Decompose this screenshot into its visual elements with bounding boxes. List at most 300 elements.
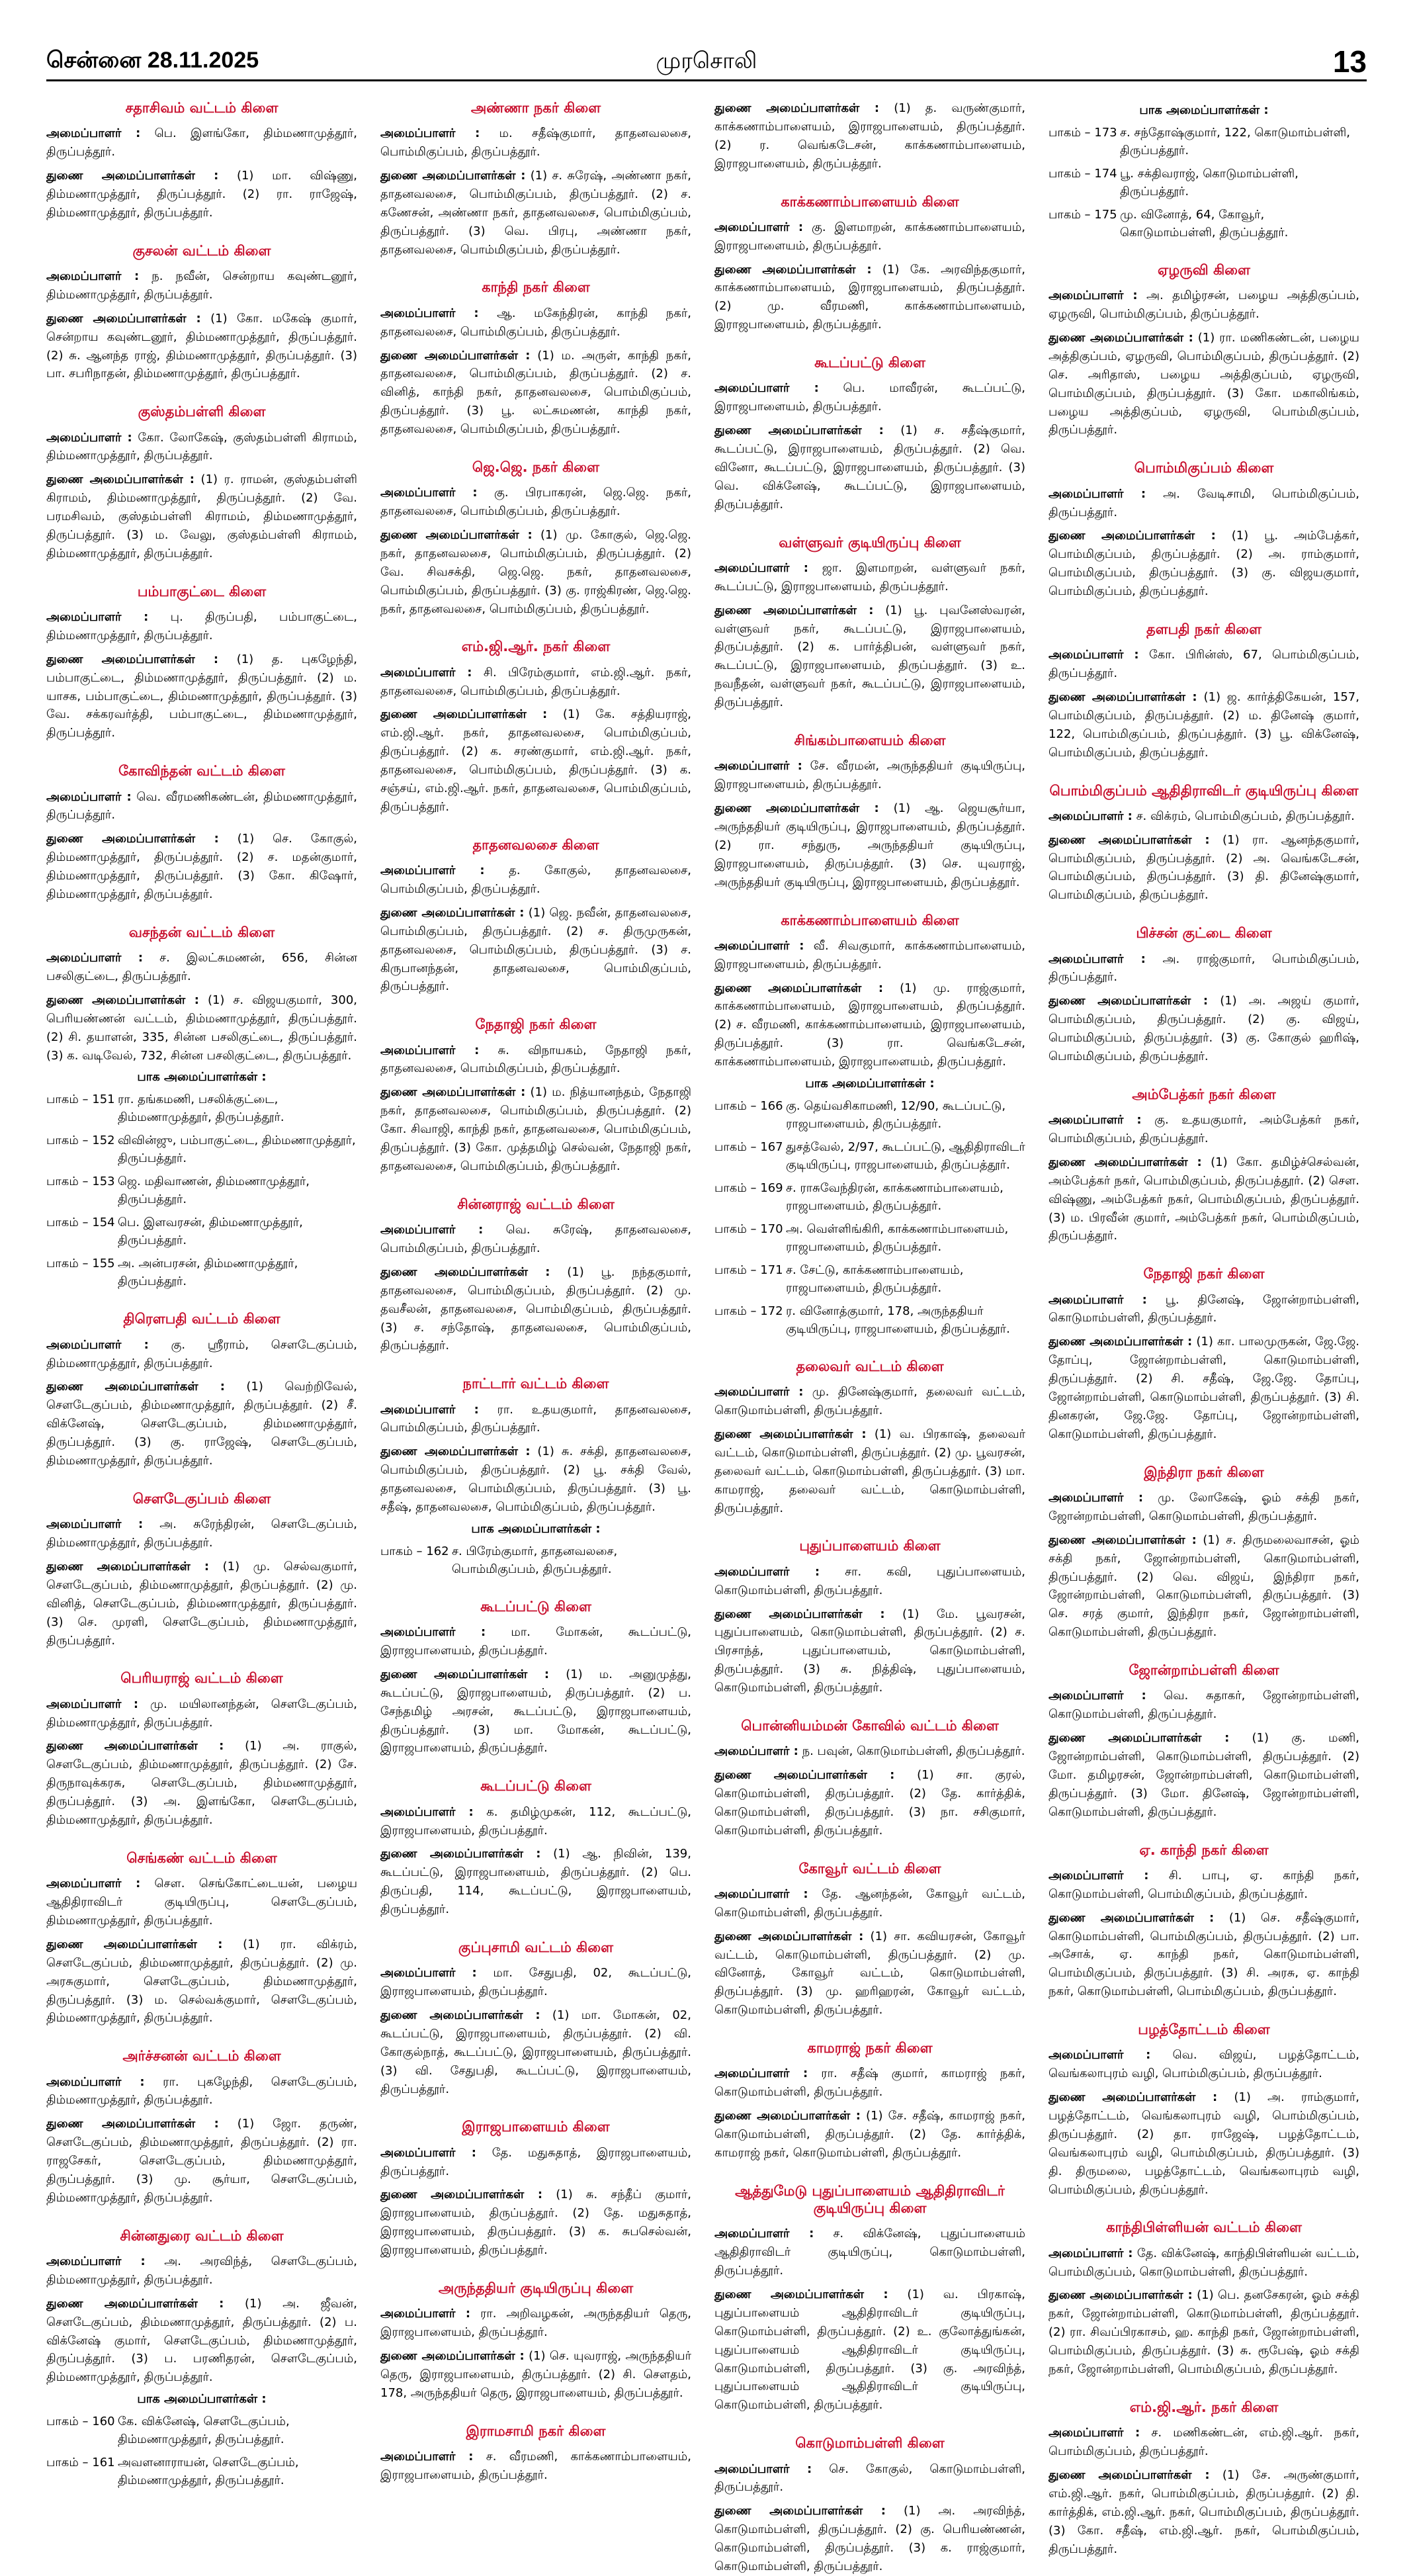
deputy-organizers-names: (1) த. புகழேந்தி, பம்பாகுட்டை, திம்மணாமுத்தூர், திருப்பத்தூர். (2) ம. யாசக, பம்பாகுட்டை, திம்மணாமுத்தூர், திருப்பத்தூர். (3) வே. சக்கரவர்த்தி, பம்பாகுட்டை, திம்மணாமுத்தூர், திருப்பத்தூர்.: [46, 652, 357, 740]
organizer-name: ச. மணிகண்டன், எம்.ஜி.ஆர். நகர், பொம்மிகுப்பம், திருப்பத்தூர்.: [1049, 2426, 1359, 2459]
branch-section: [380, 638, 691, 816]
deputy-organizers-names: (1) சே. அருண்குமார், எம்.ஜி.ஆர். நகர், பொம்மிகுப்பம், திருப்பத்தூர். (2) தி. கார்த்திக், எம்.ஜி.ஆர். நகர், பொம்மிகுப்பம், திருப்பத்தூர். (3) கோ. சதீஷ், எம்.ஜி.ஆர். நகர், பொம்மிகுப்பம், திருப்பத்தூர்.: [1049, 2467, 1359, 2556]
branch-title: காந்திபிள்ளியன் வட்டம் கிளை: [1106, 2219, 1302, 2236]
organizer-entry: [380, 862, 691, 899]
deputy-organizers-entry: [714, 799, 1025, 891]
branch-section: [1049, 621, 1359, 762]
organizer-name: வெ. விஜய், பழத்தோட்டம், வெங்கலாபுரம் வழி, பொம்மிகுப்பம், திருப்பத்தூர்.: [1049, 2048, 1360, 2081]
deputy-organizers-names: (1) அ. அஜய் குமார், பொம்மிகுப்பம், திருப்பத்தூர். (2) கு. விஜய், பொம்மிகுப்பம், திருப்பத்தூர். (3) கு. கோகுல் ஹரிஷ், பொம்மிகுப்பம், திருப்பத்தூர்.: [1049, 994, 1359, 1063]
booth-organizers-heading: பாக அமைப்பாளர்கள் :: [805, 1076, 935, 1090]
deputy-organizers-label: துணை அமைப்பாளர்கள் :: [714, 1607, 885, 1621]
booth-organizer-name: துசத்வேல், 2/97, கூடப்பட்டு, ஆதிதிராவிடர் குடியிருப்பு, ராஜபாளையம், திருப்பத்தூர்.: [786, 1139, 1025, 1172]
organizer-name: அ. ராஜ்குமார், பொம்மிகுப்பம், திருப்பத்தூர்.: [1049, 952, 1359, 985]
deputy-organizers-names: (1) சே. சதீஷ், காமராஜ் நகர், கொடுமாம்பள்ளி, திருப்பத்தூர். (2) தே. கார்த்திக், காமராஜ் நகர், கொடுமாம்பள்ளி, திருப்பத்தூர்.: [714, 2109, 1025, 2160]
deputy-organizers-label: துணை அமைப்பாளர்கள் :: [1049, 1532, 1197, 1547]
booth-organizers-heading: பாக அமைப்பாளர்கள் :: [471, 1521, 601, 1536]
branch-title: கூடப்பட்டு கிளை: [480, 1598, 591, 1615]
newspaper-name: முரசொலி: [656, 48, 757, 74]
column-3: [714, 99, 1026, 2573]
organizer-entry: [380, 664, 691, 701]
branch-section: [46, 2227, 357, 2489]
organizer-name: கு. ஸ்ரீராம், செளடேகுப்பம், திம்மணாமுத்தூர், திருப்பத்தூர்.: [46, 1337, 357, 1370]
deputy-organizers-label: துணை அமைப்பாளர்கள் :: [46, 311, 201, 326]
branch-title: புதுப்பாளையம் கிளை: [799, 1538, 941, 1554]
page-header: [46, 0, 1367, 78]
branch-section: [380, 1598, 691, 1757]
deputy-organizers-names: (1) அ. ராம்குமார், பழத்தோட்டம், வெங்கலாபுரம் வழி, பொம்மிகுப்பம், திருப்பத்தூர். (2) தா. ராஜேஷ், பழத்தோட்டம், வெங்கலாபுரம் வழி, பொம்மிகுப்பம், திருப்பத்தூர். (3) தி. திருமலை, பழத்தோட்டம், வெங்கலாபுரம் வழி, பொம்மிகுப்பம், திருப்பத்தூர்.: [1049, 2090, 1359, 2197]
booth-organizer-row: [46, 2454, 357, 2489]
deputy-organizers-label: துணை அமைப்பாளர்கள் :: [46, 169, 219, 183]
organizer-label: அமைப்பாளர் :: [380, 2449, 474, 2464]
deputy-organizers-label: துணை அமைப்பாளர்கள் :: [714, 1929, 864, 1943]
branch-title: அர்ச்சனன் வட்டம் கிளை: [122, 2048, 281, 2065]
deputy-organizers-entry: [1049, 1333, 1359, 1443]
organizer-name: அ. தமிழ்ரசன், பழைய அத்திகுப்பம், ஏழருவி, பொம்மிகுப்பம், திருப்பத்தூர்.: [1049, 289, 1360, 322]
branch-section: [46, 2047, 357, 2207]
branch-section: [1049, 261, 1359, 439]
organizer-name: மு. லோகேஷ், ஓம் சக்தி நகர், ஜோன்றாம்பள்ளி, கொடுமாம்பள்ளி, திருப்பத்தூர்.: [1049, 1490, 1359, 1523]
organizer-entry: [1049, 646, 1359, 683]
organizer-entry: [46, 124, 357, 161]
booth-organizer-row: [714, 1179, 1025, 1215]
organizer-name: சே. வீரமன், அருந்ததியர் குடியிருப்பு, இராஜபாளையம், திருப்பத்தூர்.: [714, 759, 1026, 792]
booth-organizer-name: ரா. தங்கமணி, பசலிக்குட்டை, திம்மணாமுத்தூர், திருப்பத்தூர்.: [118, 1092, 284, 1125]
deputy-organizers-label: துணை அமைப்பாளர்கள் :: [380, 1265, 550, 1279]
branch-title: பொம்மிகுப்பம் ஆதிதிராவிடர் குடியிருப்பு கிளை: [1049, 782, 1359, 799]
deputy-organizers-entry: [46, 310, 357, 384]
booth-number: பாகம் – 172: [714, 1304, 783, 1318]
booth-organizer-name: அ. அன்பரசன், திம்மணாமுத்தூர், திருப்பத்தூர்.: [118, 1257, 298, 1289]
deputy-organizers-entry: [46, 2295, 357, 2387]
booth-organizer-name: ச. சேட்டு, காக்கணாம்பாளையம், ராஜபாளையம், திருப்பத்தூர்.: [786, 1263, 964, 1295]
branch-section: [714, 732, 1025, 891]
organizer-entry: [46, 429, 357, 466]
deputy-organizers-names: (1) கோ. மகேஷ் குமார், சென்றாய கவுண்டனூர், திம்மணாமுத்தூர், திருப்பத்தூர். (2) சு. ஆனந்த ராஜ், திம்மணாமுத்தூர், திருப்பத்தூர். (3) பா. சபரிநாதன், திம்மணாமுத்தூர், திருப்பத்தூர்.: [46, 311, 357, 381]
deputy-organizers-label: துணை அமைப்பாளர்கள் :: [380, 348, 531, 363]
organizer-label: அமைப்பாளர் :: [714, 1744, 798, 1759]
booth-organizer-row: [46, 1173, 357, 1208]
booth-organizer-name: அ. வெள்ளிங்கிரி, காக்கணாம்பாளையம், ராஜபாளையம், திருப்பத்தூர்.: [786, 1221, 1009, 1254]
organizer-label: அமைப்பாளர் :: [380, 126, 480, 141]
organizer-entry: [46, 949, 357, 986]
deputy-organizers-label: துணை அமைப்பாளர்கள் :: [46, 652, 219, 666]
booth-organizer-name: ர. வினோத்குமார், 178, அருந்ததியர் குடியிருப்பு, ராஜபாளையம், திருப்பத்தூர்.: [786, 1304, 1010, 1336]
organizer-name: மு. மயிலானந்தன், செளடேகுப்பம், திம்மணாமுத்தூர், திருப்பத்தூர்.: [46, 1697, 357, 1730]
booth-number: பாகம் – 153: [46, 1175, 115, 1189]
deputy-organizers-names: (1) ரா. விக்ரம், செளடேகுப்பம், திம்மணாமுத்தூர், திருப்பத்தூர். (2) மு. அரசுகுமார், செளடேகுப்பம், திம்மணாமுத்தூர், திருப்பத்தூர். (3) ம. செல்வக்குமார், செளடேகுப்பம், திம்மணாமுத்தூர், திருப்பத்தூர்.: [46, 1937, 357, 2025]
booth-organizer-row: [1049, 165, 1359, 200]
organizer-name: தே. மதுசுதாத், இராஜபாளையம், திருப்பத்தூர்.: [380, 2145, 691, 2178]
deputy-organizers-names: (1) அ. ராகுல், செளடேகுப்பம், திம்மணாமுத்தூர், திருப்பத்தூர். (2) சே. திருநாவுக்கரசு, செளடேகுப்பம், திம்மணாமுத்தூர், திருப்பத்தூர். (3) அ. இளங்கோ, செளடேகுப்பம், திம்மணாமுத்தூர், திருப்பத்தூர்.: [46, 1739, 357, 1828]
organizer-name: பெ. மாவீரன், கூடப்பட்டு, இராஜபாளையம், திருப்பத்தூர்.: [714, 381, 1025, 414]
organizer-label: அமைப்பாளர் :: [46, 789, 132, 804]
booth-organizer-row: [714, 1261, 1025, 1297]
branch-title: நேதாஜி நகர் கிளை: [475, 1016, 597, 1033]
organizer-entry: [380, 2144, 691, 2181]
deputy-organizers-names: (1) பூ. அம்பேத்கர், பொம்மிகுப்பம், திருப்பத்தூர். (2) அ. ராம்குமார், பொம்மிகுப்பம், திருப்பத்தூர். (3) கு. விஜயகுமார், பொம்மிகுப்பம், திருப்பத்தூர்.: [1049, 529, 1359, 599]
organizer-label: அமைப்பாளர் :: [46, 430, 132, 445]
branch-section: [380, 459, 691, 618]
deputy-organizers-entry: [46, 2115, 357, 2207]
organizer-entry: [1049, 287, 1359, 324]
booth-number: பாகம் – 166: [714, 1098, 783, 1113]
branch-title: காக்கணாம்பாளையம் கிளை: [781, 912, 959, 928]
organizer-label: அமைப்பாளர் :: [46, 951, 144, 965]
branch-title: இந்திரா நகர் கிளை: [1144, 1464, 1264, 1480]
branch-title: காமராஜ் நகர் கிளை: [807, 2040, 933, 2057]
organizer-label: அமைப்பாளர் :: [46, 126, 141, 141]
deputy-organizers-label: துணை அமைப்பாளர்கள் :: [380, 1667, 550, 1681]
booth-organizer-name: பெ. இளவரசன், திம்மணாமுத்தூர், திருப்பத்தூர்.: [118, 1216, 303, 1248]
organizer-label: அமைப்பாளர் :: [46, 1697, 139, 1711]
deputy-organizers-label: துணை அமைப்பாளர்கள் :: [714, 1427, 867, 1442]
deputy-organizers-entry: [380, 347, 691, 439]
deputy-organizers-entry: [1049, 2088, 1359, 2199]
branch-section: [1049, 1662, 1359, 1821]
deputy-organizers-names: (1) மு. ராஜ்குமார், காக்கணாம்பாளையம், இராஜபாளையம், திருப்பத்தூர். (2) ச. வீரமணி, காக்கணாம்பாளையம், இராஜபாளையம், திருப்பத்தூர். (3) ரா. வெங்கடேசன், காக்கணாம்பாளையம், இராஜபாளையம், திருப்பத்தூர்.: [714, 981, 1025, 1069]
booth-organizer-name: கே. விக்னேஷ், செளடேகுப்பம், திம்மணாமுத்தூர், திருப்பத்தூர்.: [118, 2415, 290, 2447]
booth-number: பாகம் – 161: [46, 2456, 115, 2470]
organizer-label: அமைப்பாளர் :: [380, 1402, 479, 1417]
branch-section: [1049, 1464, 1359, 1642]
booth-number: பாகம் – 173: [1049, 126, 1117, 140]
deputy-organizers-label: துணை அமைப்பாளர்கள் :: [46, 2296, 224, 2311]
deputy-organizers-entry: [46, 991, 357, 1065]
organizer-name: செ. கோகுல், கொடுமாம்பள்ளி, திருப்பத்தூர்.: [714, 2462, 1025, 2495]
organizer-entry: [380, 1623, 691, 1660]
deputy-organizers-entry: [1049, 527, 1359, 601]
branch-section: [714, 2182, 1025, 2415]
deputy-organizers-entry: [1049, 1909, 1359, 2001]
deputy-organizers-names: (1) சு. சந்தீப் குமார், இராஜபாளையம், திருப்பத்தூர். (2) தே. மதுசுதாத், இராஜபாளையம், திருப்பத்தூர். (3) க. சுபசெல்வன், இராஜபாளையம், திருப்பத்தூர்.: [380, 2188, 691, 2258]
organizer-name: கோ. பிரின்ஸ், 67, பொம்மிகுப்பம், திருப்பத்தூர்.: [1049, 648, 1359, 681]
deputy-organizers-names: (1) பெ. தனசேகரன், ஓம் சக்தி நகர், ஜோன்றாம்பள்ளி, கொடுமாம்பள்ளி, திருப்பத்தூர். (2) ரா. சிவப்பிரகாசம், ஹ. காந்தி நகர், ஜோன்றாம்பள்ளி, பொம்மிகுப்பம், திருப்பத்தூர். (3) சு. ரூபேஷ், ஓம் சக்தி நகர், ஜோன்றாம்பள்ளி, பொம்மிகுப்பம், திருப்பத்தூர்.: [1049, 2288, 1359, 2377]
branch-title: ஏழருவி கிளை: [1158, 262, 1250, 278]
branch-title: எம்.ஜி.ஆர். நகர் கிளை: [461, 639, 611, 655]
deputy-organizers-names: (1) ச. சதீஷ்குமார், கூடப்பட்டு, இராஜபாளையம், திருப்பத்தூர். (2) வெ. வினோ, கூடப்பட்டு, இராஜபாளையம், திருப்பத்தூர். (3) வெ. விக்னேஷ், கூடப்பட்டு, இராஜபாளையம், திருப்பத்தூர்.: [714, 423, 1025, 511]
organizer-label: அமைப்பாளர் :: [1049, 809, 1133, 823]
branch-section: [1049, 924, 1359, 1066]
booth-organizer-name: பூ. சக்திவராஜ், கொடுமாம்பள்ளி, திருப்பத்தூர்.: [1120, 167, 1299, 199]
organizer-label: அமைப்பாளர் :: [1049, 1868, 1149, 1883]
branch-section: [714, 912, 1025, 1338]
organizer-label: அமைப்பாளர் :: [380, 486, 478, 500]
deputy-organizers-names: (1) வெற்றிவேல், செளடேகுப்பம், திம்மணாமுத்தூர், திருப்பத்தூர். (2) சீ. விக்னேஷ், செளடேகுப்பம், திம்மணாமுத்தூர், திருப்பத்தூர். (3) கு. ராஜேஷ், செளடேகுப்பம், திம்மணாமுத்தூர், திருப்பத்தூர்.: [46, 1380, 357, 1468]
organizer-entry: [714, 218, 1025, 255]
organizer-name: சி. பிரேம்குமார், எம்.ஜி.ஆர். நகர், தாதனவலசை, பொம்மிகுப்பம், திருப்பத்தூர்.: [380, 665, 691, 698]
column-1: [46, 99, 357, 2488]
branch-section: [46, 924, 357, 1291]
branch-title: காக்கணாம்பாளையம் கிளை: [781, 193, 959, 210]
branch-section: [1049, 103, 1359, 242]
branch-section: [380, 99, 691, 259]
organizer-label: அமைப்பாளர் :: [380, 1966, 477, 1980]
booth-organizer-row: [46, 2413, 357, 2448]
deputy-organizers-names: (1) பூ. நந்தகுமார், தாதனவலசை, பொம்மிகுப்பம், திருப்பத்தூர். (2) மு. தவசீலன், தாதனவலசை, பொம்மிகுப்பம், திருப்பத்தூர். (3) ச. சந்தோஷ், தாதனவலசை, பொம்மிகுப்பம், திருப்பத்தூர்.: [380, 1265, 691, 1353]
deputy-organizers-names: (1) ஆ. ஜெயசூர்யா, அருந்ததியர் குடியிருப்பு, இராஜபாளையம், திருப்பத்தூர். (2) ரா. சந்துரு, அருந்ததியர் குடியிருப்பு, இராஜபாளையம், திருப்பத்தூர். (3) செ. யுவராஜ், அருந்ததியர் குடியிருப்பு, இராஜபாளையம், திருப்பத்தூர்.: [714, 801, 1025, 889]
organizer-label: அமைப்பாளர் :: [714, 1385, 804, 1399]
branch-title: கோவூர் வட்டம் கிளை: [798, 1860, 941, 1877]
deputy-organizers-label: துணை அமைப்பாளர்கள் :: [380, 1085, 526, 1100]
deputy-organizers-label: துணை அமைப்பாளர்கள் :: [46, 2117, 219, 2131]
booth-organizer-name: அவளனாராயன், செளடேகுப்பம், திம்மணாமுத்தூர், திருப்பத்தூர்.: [118, 2456, 299, 2488]
organizer-label: அமைப்பாளர் :: [380, 864, 485, 878]
deputy-organizers-label: துணை அமைப்பாளர்கள் :: [714, 262, 872, 277]
organizer-name: ரா. புகழேந்தி, செளடேகுப்பம், திம்மணாமுத்தூர், திருப்பத்தூர்.: [46, 2074, 357, 2108]
organizer-name: மா. சேதுபதி, 02, கூடப்பட்டு, இராஜபாளையம், திருப்பத்தூர்.: [380, 1966, 691, 1999]
organizer-label: அமைப்பாளர் :: [46, 610, 149, 625]
organizer-name: தே. ஆனந்தன், கோவூர் வட்டம், கொடுமாம்பள்ளி, திருப்பத்தூர்.: [714, 1887, 1025, 1920]
deputy-organizers-names: (1) மு. செல்வகுமார், செளடேகுப்பம், திம்மணாமுத்தூர், திருப்பத்தூர். (2) மு. வினித், செளடேகுப்பம், திம்மணாமுத்தூர், திருப்பத்தூர். (3) செ. முரளி, செளடேகுப்பம், திம்மணாமுத்தூர், திருப்பத்தூர்.: [46, 1559, 357, 1648]
organizer-label: அமைப்பாளர் :: [46, 1517, 144, 1532]
branch-section: [380, 2422, 691, 2485]
branch-title: கோவிந்தன் வட்டம் கிளை: [118, 763, 285, 779]
deputy-organizers-label: துணை அமைப்பாளர்கள் :: [1049, 1335, 1193, 1349]
branch-title: குசலன் வட்டம் கிளை: [132, 242, 271, 259]
branch-section: [714, 193, 1025, 335]
organizer-entry: [1049, 2244, 1359, 2282]
deputy-organizers-label: துணை அமைப்பாளர்கள் :: [46, 1380, 225, 1394]
organizer-name: ச. விக்னேஷ், புதுப்பாளையம் ஆதிதிராவிடர் குடியிருப்பு, கொடுமாம்பள்ளி, திருப்பத்தூர்.: [714, 2227, 1025, 2278]
organizer-name: ந. நவீன், சென்றாய கவுண்டனூர், திம்மணாமுத்தூர், திருப்பத்தூர்.: [46, 269, 357, 302]
header-rule: [46, 79, 1367, 81]
branch-section: [380, 1777, 691, 1919]
organizer-label: அமைப்பாளர் :: [1049, 1490, 1144, 1505]
organizer-label: அமைப்பாளர் :: [714, 1564, 820, 1579]
deputy-organizers-label: துணை அமைப்பாளர்கள் :: [714, 981, 884, 995]
organizer-entry: [46, 1336, 357, 1373]
branch-title: திரௌபதி வட்டம் கிளை: [123, 1311, 280, 1327]
deputy-organizers-entry: [714, 99, 1025, 173]
booth-number: பாகம் – 160: [46, 2415, 115, 2429]
organizer-entry: [380, 2448, 691, 2485]
deputy-organizers-names: (1) அ. அரவிந்த், கொடுமாம்பள்ளி, திருப்பத்தூர். (2) கு. பெரியண்ணன், கொடுமாம்பள்ளி, திருப்பத்தூர். (3) க. ராஜ்குமார், கொடுமாம்பள்ளி, திருப்பத்தூர்.: [714, 2504, 1025, 2573]
deputy-organizers-names: (1) செ. சதீஷ்குமார், கொடுமாம்பள்ளி, பொம்மிகுப்பம், திருப்பத்தூர். (2) பா. அசோக், ஏ. காந்தி நகர், கொடுமாம்பள்ளி, பொம்மிகுப்பம், திருப்பத்தூர். (3) சி. அரசு, ஏ. காந்தி நகர், கொடுமாம்பள்ளி, பொம்மிகுப்பம், திருப்பத்தூர்.: [1049, 1910, 1359, 1999]
branch-section: [46, 1849, 357, 2027]
organizer-name: வெ. வீரமணிகண்டன், திம்மணாமுத்தூர், திருப்பத்தூர்.: [46, 789, 357, 822]
branch-section: [46, 583, 357, 742]
organizer-label: அமைப்பாளர் :: [1049, 486, 1146, 501]
deputy-organizers-entry: [1049, 1729, 1359, 1821]
organizer-label: அமைப்பாளர் :: [714, 1887, 808, 1901]
branch-section: [380, 279, 691, 438]
deputy-organizers-label: துணை அமைப்பாளர்கள் :: [1049, 690, 1197, 704]
organizer-name: மா. மோகன், கூடப்பட்டு, இராஜபாளையம், திருப்பத்தூர்.: [380, 1625, 691, 1658]
organizer-name: ச. விக்ரம், பொம்மிகுப்பம், திருப்பத்தூர்.: [1136, 809, 1355, 823]
organizer-name: சு. விநாயகம், நேதாஜி நகர், தாதனவலசை, பொம்மிகுப்பம், திருப்பத்தூர்.: [380, 1043, 691, 1076]
booth-organizer-row: [46, 1255, 357, 1290]
branch-title: காந்தி நகர் கிளை: [482, 279, 590, 296]
deputy-organizers-entry: [380, 167, 691, 259]
deputy-organizers-entry: [1049, 2286, 1359, 2378]
branch-section: [380, 1196, 691, 1355]
deputy-organizers-entry: [46, 1558, 357, 1650]
deputy-organizers-label: துணை அமைப்பாளர்கள் :: [46, 1937, 223, 1951]
organizer-entry: [46, 1515, 357, 1552]
organizer-label: அமைப்பாளர் :: [714, 759, 802, 774]
deputy-organizers-label: துணை அமைப்பாளர்கள் :: [714, 2109, 861, 2123]
organizer-name: பெ. இளங்கோ, திம்மணாமுத்தூர், திருப்பத்தூர்.: [46, 126, 357, 159]
organizer-name: பூ. தினேஷ், ஜோன்றாம்பள்ளி, கொடுமாம்பள்ளி, திருப்பத்தூர்.: [1049, 1292, 1359, 1325]
deputy-organizers-entry: [380, 1443, 691, 1517]
organizer-entry: [46, 608, 357, 645]
deputy-organizers-label: துணை அமைப்பாளர்கள் :: [46, 993, 199, 1007]
organizer-name: கோ. லோகேஷ், குஸ்தம்பள்ளி கிராமம், திம்மணாமுத்தூர், திருப்பத்தூர்.: [46, 430, 357, 463]
organizer-label: அமைப்பாளர் :: [714, 2227, 814, 2241]
deputy-organizers-label: துணை அமைப்பாளர்கள் :: [380, 2008, 540, 2022]
organizer-entry: [1049, 950, 1359, 987]
organizer-entry: [1049, 485, 1359, 522]
organizer-name: கு. இளமாறன், காக்கணாம்பாளையம், இராஜபாளையம், திருப்பத்தூர்.: [714, 220, 1025, 253]
organizer-name: ந. பவுன், கொடுமாம்பள்ளி, திருப்பத்தூர்.: [802, 1744, 1025, 1759]
branch-section: [1049, 2399, 1359, 2558]
deputy-organizers-label: துணை அமைப்பாளர்கள் :: [1049, 832, 1210, 847]
branch-title: ஜோன்றாம்பள்ளி கிளை: [1129, 1662, 1279, 1679]
deputy-organizers-label: துணை அமைப்பாளர்கள் :: [380, 528, 533, 542]
organizer-name: சௌ. செங்கோட்டையன், பழைய ஆதிதிராவிடர் குடியிருப்பு, செளடேகுப்பம், திம்மணாமுத்தூர், திருப்பத்தூர்.: [46, 1877, 357, 1928]
booth-number: பாகம் – 175: [1049, 208, 1117, 222]
deputy-organizers-names: (1) ச. திருமலைவாசன், ஓம் சக்தி நகர், ஜோன்றாம்பள்ளி, கொடுமாம்பள்ளி, திருப்பத்தூர். (2) வெ. விஜய், இந்திரா நகர், ஜோன்றாம்பள்ளி, கொடுமாம்பள்ளி, திருப்பத்தூர். (3) செ. சரத் குமார், இந்திரா நகர், ஜோன்றாம்பள்ளி, கொடுமாம்பள்ளி, திருப்பத்தூர்.: [1049, 1532, 1359, 1640]
branch-title: அம்பேத்கர் நகர் கிளை: [1132, 1086, 1276, 1102]
branch-title: பம்பாகுட்டை கிளை: [137, 583, 267, 600]
deputy-organizers-entry: [714, 1425, 1025, 1517]
booth-number: பாகம் – 162: [380, 1544, 449, 1558]
organizer-entry: [714, 559, 1025, 596]
branch-section: [380, 1016, 691, 1175]
branch-title: கூடப்பட்டு கிளை: [480, 1778, 591, 1795]
organizer-name: அ. சுரேந்திரன், செளடேகுப்பம், திம்மணாமுத்தூர், திருப்பத்தூர்.: [46, 1517, 357, 1550]
organizer-name: ரா. அறிவழகன், அருந்ததியர் தெரு, இராஜபாளையம், திருப்பத்தூர்.: [380, 2307, 692, 2340]
deputy-organizers-entry: [380, 526, 691, 618]
organizer-entry: [380, 1803, 691, 1840]
deputy-organizers-label: துணை அமைப்பாளர்கள் :: [714, 1768, 895, 1783]
deputy-organizers-names: (1) கே. சத்தியராஜ், எம்.ஜி.ஆர். நகர், தாதனவலசை, பொம்மிகுப்பம், திருப்பத்தூர். (2) க. சரண்குமார், எம்.ஜி.ஆர். நகர், தாதனவலசை, பொம்மிகுப்பம், திருப்பத்தூர். (3) க. சஞ்சய், எம்.ஜி.ஆர். நகர், தாதனவலசை, பொம்மிகுப்பம், திருப்பத்தூர்.: [380, 707, 691, 814]
branch-section: [380, 2280, 691, 2403]
branch-section: [46, 403, 357, 562]
organizer-entry: [714, 2225, 1025, 2280]
deputy-organizers-entry: [1049, 329, 1359, 439]
branch-title: நாட்டார் வட்டம் கிளை: [462, 1376, 609, 1392]
deputy-organizers-entry: [46, 1737, 357, 1829]
deputy-organizers-entry: [46, 650, 357, 742]
deputy-organizers-entry: [714, 601, 1025, 712]
branch-section: [46, 242, 357, 384]
branch-section: [46, 99, 357, 222]
article-columns: [46, 99, 1367, 2573]
organizer-label: அமைப்பாளர் :: [1049, 289, 1138, 303]
organizer-label: அமைப்பாளர் :: [1049, 1689, 1146, 1703]
booth-organizer-name: மு. வினோத், 64, கோவூர், கொடுமாம்பள்ளி, திருப்பத்தூர்.: [1120, 208, 1289, 240]
deputy-organizers-label: துணை அமைப்பாளர்கள் :: [46, 1739, 224, 1754]
booth-organizer-name: ச. ராசுவேந்திரன், காக்கணாம்பாளையம், ராஜபாளையம், திருப்பத்தூர்.: [786, 1180, 1004, 1213]
deputy-organizers-entry: [46, 470, 357, 562]
deputy-organizers-label: துணை அமைப்பாளர்கள் :: [380, 1847, 541, 1861]
branch-title: அண்ணா நகர் கிளை: [470, 100, 601, 116]
deputy-organizers-names: (1) ரா. ஆனந்தகுமார், பொம்மிகுப்பம், திருப்பத்தூர். (2) அ. வெங்கடேசன், பொம்மிகுப்பம், திருப்பத்தூர். (3) தி. தினேஷ்குமார், பொம்மிகுப்பம், திருப்பத்தூர்.: [1049, 832, 1359, 903]
deputy-organizers-entry: [46, 1935, 357, 2027]
branch-section: [714, 1537, 1025, 1697]
branch-title: எம்.ஜி.ஆர். நகர் கிளை: [1129, 2399, 1279, 2415]
organizer-entry: [714, 937, 1025, 974]
deputy-organizers-names: (1) அ. ஜீவன், செளடேகுப்பம், திம்மணாமுத்தூர், திருப்பத்தூர். (2) ப. விக்னேஷ் குமார், செளடேகுப்பம், திம்மணாமுத்தூர், திருப்பத்தூர். (3) ப. பரணிதரன், செளடேகுப்பம், திம்மணாமுத்தூர், திருப்பத்தூர்.: [46, 2296, 357, 2385]
booth-number: பாகம் – 167: [714, 1139, 783, 1154]
branch-title: சிங்கம்பாளையம் கிளை: [794, 733, 946, 749]
booth-organizer-row: [46, 1214, 357, 1249]
booth-organizer-row: [380, 1542, 691, 1578]
booth-organizer-row: [1049, 206, 1359, 242]
branch-section: [46, 1310, 357, 1470]
organizer-label: அமைப்பாளர் :: [380, 1043, 480, 1057]
branch-section: [46, 1669, 357, 1829]
organizer-entry: [1049, 1867, 1359, 1904]
booth-organizer-row: [714, 1220, 1025, 1256]
deputy-organizers-names: (1) சா. குரல், கொடுமாம்பள்ளி, திருப்பத்தூர். (2) தே. கார்த்திக், கொடுமாம்பள்ளி, திருப்பத்தூர். (3) நா. சசிகுமார், கொடுமாம்பள்ளி, திருப்பத்தூர்.: [714, 1768, 1025, 1838]
deputy-organizers-label: துணை அமைப்பாளர்கள் :: [714, 423, 884, 438]
deputy-organizers-label: துணை அமைப்பாளர்கள் :: [380, 2188, 543, 2202]
organizer-entry: [1049, 1111, 1359, 1148]
booth-organizer-row: [1049, 124, 1359, 159]
booth-number: பாகம் – 155: [46, 1257, 115, 1271]
organizer-name: பு. திருப்பதி, பம்பாகுட்டை, திம்மணாமுத்தூர், திருப்பத்தூர்.: [46, 610, 357, 643]
deputy-organizers-entry: [46, 830, 357, 904]
deputy-organizers-names: (1) மு. கோகுல், ஜெ.ஜெ. நகர், தாதனவலசை, பொம்மிகுப்பம், திருப்பத்தூர். (2) வே. சிவசக்தி, ஜெ.ஜெ. நகர், தாதனவலசை, பொம்மிகுப்பம், திருப்பத்தூர். (3) கு. ராஜ்கிரண், ஜெ.ஜெ. நகர், தாதனவலசை, பொம்மிகுப்பம், திருப்பத்தூர்.: [380, 528, 691, 616]
organizer-label: அமைப்பாளர் :: [1049, 2246, 1133, 2260]
organizer-label: அமைப்பாளர் :: [380, 306, 479, 320]
organizer-entry: [1049, 1489, 1359, 1526]
branch-section: [380, 2118, 691, 2260]
deputy-organizers-label: துணை அமைப்பாளர்கள் :: [714, 101, 880, 115]
organizer-entry: [714, 1383, 1025, 1420]
organizer-name: வீ. சிவகுமார், காக்கணாம்பாளையம், இராஜபாளையம், திருப்பத்தூர்.: [714, 938, 1025, 971]
deputy-organizers-entry: [714, 261, 1025, 335]
column-4: [1049, 99, 1360, 2556]
deputy-organizers-entry: [1049, 688, 1359, 762]
organizer-entry: [380, 1401, 691, 1438]
organizer-name: மு. தினேஷ்குமார், தலைவர் வட்டம், கொடுமாம்பள்ளி, திருப்பத்தூர்.: [714, 1385, 1025, 1418]
branch-title: செளடேகுப்பம் கிளை: [132, 1490, 271, 1507]
column-2: [380, 99, 692, 2482]
deputy-organizers-entry: [380, 1263, 691, 1355]
branch-title: கூடப்பட்டு கிளை: [814, 355, 925, 371]
deputy-organizers-entry: [380, 2186, 691, 2260]
organizer-entry: [714, 1885, 1025, 1922]
deputy-organizers-label: துணை அமைப்பாளர்கள் :: [46, 472, 195, 487]
branch-title: செங்கண் வட்டம் கிளை: [126, 1849, 277, 1866]
branch-section: [714, 1717, 1025, 1840]
deputy-organizers-entry: [714, 1605, 1025, 1697]
branch-section: [714, 2039, 1025, 2162]
branch-title: குஸ்தம்பள்ளி கிளை: [138, 404, 266, 420]
branch-title: இராமசாமி நகர் கிளை: [466, 2422, 606, 2439]
deputy-organizers-names: (1) வ. பிரகாஷ், தலைவர் வட்டம், கொடுமாம்பள்ளி, திருப்பத்தூர். (2) மு. பூவரசன், தலைவர் வட்டம், கொடுமாம்பள்ளி, திருப்பத்தூர். (3) மா. காமராஜ், தலைவர் வட்டம், கொடுமாம்பள்ளி, திருப்பத்தூர்.: [714, 1427, 1025, 1515]
organizer-entry: [46, 2252, 357, 2289]
deputy-organizers-entry: [380, 2006, 691, 2098]
deputy-organizers-entry: [46, 1378, 357, 1470]
organizer-label: அமைப்பாளர் :: [1049, 1113, 1142, 1128]
branch-title: ஆத்துமேடு புதுப்பாளையம் ஆதிதிராவிடர் குடியிருப்பு கிளை: [735, 2182, 1005, 2217]
organizer-label: அமைப்பாளர் :: [714, 220, 804, 234]
deputy-organizers-entry: [380, 1083, 691, 1175]
branch-section: [1049, 2219, 1359, 2378]
organizer-name: ச. வீரமணி, காக்கணாம்பாளையம், இராஜபாளையம், திருப்பத்தூர்.: [380, 2449, 691, 2482]
organizer-entry: [46, 1875, 357, 1930]
deputy-organizers-label: துணை அமைப்பாளர்கள் :: [46, 1559, 210, 1574]
organizer-entry: [714, 1563, 1025, 1600]
branch-section: [46, 1490, 357, 1650]
branch-section: [1049, 1086, 1359, 1245]
booth-organizer-name: ஜெ. மதிவாணன், திம்மணாமுத்தூர், திருப்பத்தூர்.: [118, 1175, 310, 1207]
organizer-name: ஆ. மகேந்திரன், காந்தி நகர், தாதனவலசை, பொம்மிகுப்பம், திருப்பத்தூர்.: [380, 306, 691, 339]
